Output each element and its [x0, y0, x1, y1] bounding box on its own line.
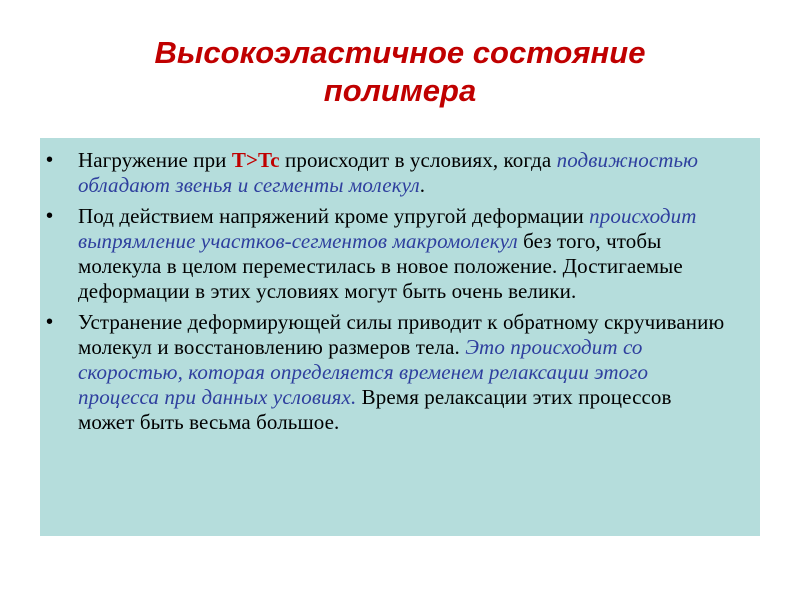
slide-title — [60, 34, 740, 110]
text-segment: Устранение деформирующей силы приводит к обратному скручиванию молекул и восстановлению размеров тела. — [78, 310, 725, 359]
text-segment: без того, чтобы молекула в целом переместилась в новое положение. Достигаемые деформации в этих условиях могут быть очень велики. — [78, 229, 683, 303]
bullet-icon: • — [46, 205, 54, 227]
bullet-list — [46, 148, 726, 435]
emphasis-text: Это происходит со скоростью, которая определяется временем релаксации этого процесса при данных условиях. — [78, 335, 649, 409]
text-segment: Нагружение при — [78, 148, 232, 172]
title-line-2: полимера — [323, 73, 477, 108]
text-segment: происходит в условиях, когда — [279, 148, 557, 172]
temperature-condition: T>Tc — [231, 148, 280, 172]
bullet-item-stress — [46, 204, 726, 304]
title-line-1: Высокоэластичное состояние — [154, 35, 646, 70]
text-segment: Под действием напряжений кроме упругой деформации — [78, 204, 590, 228]
content-box — [40, 138, 760, 536]
text-segment: Время релаксации этих процессов может быть весьма большое. — [78, 385, 672, 434]
bullet-icon: • — [46, 149, 54, 171]
text-segment: . — [419, 173, 426, 197]
bullet-icon: • — [46, 311, 54, 333]
bullet-item-loading — [46, 148, 726, 198]
emphasis-text: происходит выпрямление участков-сегментов макромолекул — [78, 204, 697, 253]
bullet-item-relaxation — [46, 310, 726, 435]
emphasis-text: подвижностью обладают звенья и сегменты молекул — [78, 148, 699, 197]
